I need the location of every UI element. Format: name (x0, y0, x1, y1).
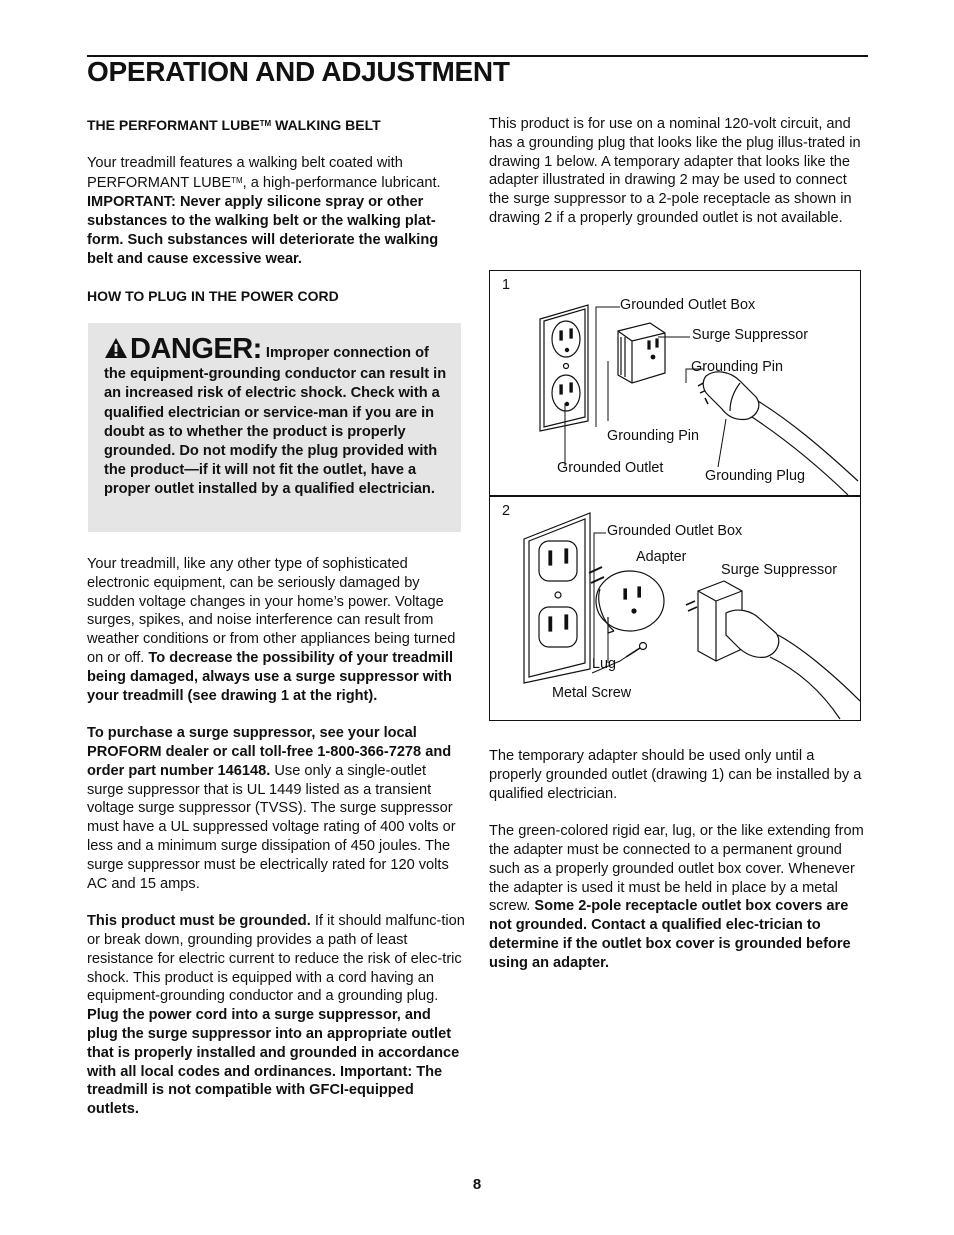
label-grounded-outlet-box-2: Grounded Outlet Box (607, 523, 743, 539)
label-grounded-outlet-box-1: Grounded Outlet Box (620, 297, 756, 313)
metal-screw-2 (626, 643, 647, 658)
right-column (489, 115, 871, 228)
danger-message: Improper connection of the equipment-grounding conductor can result in an increased risk of electric shock. Check with a qualified electrician or service-man if you are in doubt as to whether the product is properly grounded. Do not modify the plug provided with the product—if it will not fit the outlet, have a proper outlet installed by a qualified electrician. (104, 345, 447, 498)
danger-text (104, 333, 454, 500)
circuit-paragraph: This product is for use on a nominal 120-volt circuit, and has a grounding plug that looks like the plug illus-trated in drawing 1 below. A temporary adapter that looks like the adapter illustrated in drawing 2 may be used to connect the surge suppressor to a 2-pole receptacle as shown in drawing 2 if a properly grounded outlet is not available. (489, 116, 861, 226)
label-metal-screw: Metal Screw (552, 685, 632, 701)
page-title: OPERATION AND ADJUSTMENT (87, 56, 510, 87)
grounding-plug-2 (726, 610, 860, 719)
adapter-2 (589, 567, 664, 633)
right-column-lower (489, 747, 871, 973)
label-grounding-plug: Grounding Plug (705, 468, 806, 484)
label-grounding-pin-top: Grounding Pin (691, 359, 784, 375)
label-adapter: Adapter (636, 549, 687, 565)
lug-paragraph: The green-colored rigid ear, lug, or the like extending from the adapter must be connected to a permanent ground such as a properly grounded outlet box cover. Whenever the adapter is used it must be held in place by a metal screw. Some 2-pole receptacle outlet box covers are not grounded. Contact a qualified elec-trician to determine if the outlet box cover is grounded before using an adapter. (489, 823, 864, 971)
label-lug: Lug (592, 656, 617, 672)
drawing-2-number: 2 (502, 503, 511, 519)
warning-triangle-icon (104, 337, 128, 365)
surge-suppressor-1 (618, 323, 665, 383)
surge-paragraph: Your treadmill, like any other type of sophisticated electronic equipment, can be seriously damaged by sudden voltage changes in your home’s power. Voltage surges, spikes, and noise interference can result from weather conditions or from other appliances being turned on or off. To decrease the possibility of your treadmill being damaged, always use a surge suppressor with your treadmill (see drawing 1 at the right). (87, 556, 456, 704)
purchase-paragraph: To purchase a surge suppressor, see your local PROFORM dealer or call toll-free 1-800-366-7278 and order part number 146148. Use only a single-outlet surge suppressor that is UL 1449 listed as a transient voltage surge suppressor (TVSS). The surge suppressor must have a UL suppressed voltage rating of 400 volts or less and a minimum surge dissipation of 450 joules. The surge suppressor must be electrically rated for 120 volts AC and 15 amps. (87, 725, 456, 892)
drawing-1-number: 1 (502, 277, 511, 293)
danger-word: DANGER: (130, 333, 262, 365)
label-grounding-pin-bottom: Grounding Pin (607, 428, 700, 444)
grounded-outlet-box-1 (540, 305, 588, 431)
figure-box (489, 270, 861, 721)
left-column (87, 115, 465, 306)
danger-box (88, 323, 461, 532)
temporary-adapter-paragraph: The temporary adapter should be used only until a properly grounded outlet (drawing 1) can be installed by a qualified electrician. (489, 748, 862, 802)
grounding-paragraph: This product must be grounded. If it should malfunc-tion or break down, grounding provides a path of least resistance for electric current to reduce the risk of elec-tric shock. This product is equipped with a cord having an equipment-grounding conductor and a grounding plug. Plug the power cord into a surge suppressor, and plug the surge suppressor into an appropriate outlet that is properly installed and grounded in accordance with all local codes and ordinances. Important: The treadmill is not compatible with GFCI-equipped outlets. (87, 913, 465, 1118)
label-surge-suppressor-1: Surge Suppressor (692, 327, 808, 343)
grounded-outlet-box-2 (524, 513, 590, 683)
left-column-lower (87, 555, 465, 1119)
walking-belt-paragraph: Your treadmill features a walking belt coated with PERFORMANT LUBE™, a high-performance lubricant. IMPORTANT: Never apply silicone spray or other substances to the walking belt or the walking plat-form. Such substances will deteriorate the walking belt and cause excessive wear. (87, 154, 441, 267)
label-surge-suppressor-2: Surge Suppressor (721, 562, 837, 578)
label-grounded-outlet: Grounded Outlet (557, 460, 664, 476)
section-heading-walking-belt: THE PERFORMANT LUBE™ WALKING BELT (87, 117, 381, 133)
section-heading-power-cord: HOW TO PLUG IN THE POWER CORD (87, 288, 339, 305)
page-number: 8 (472, 1176, 482, 1193)
